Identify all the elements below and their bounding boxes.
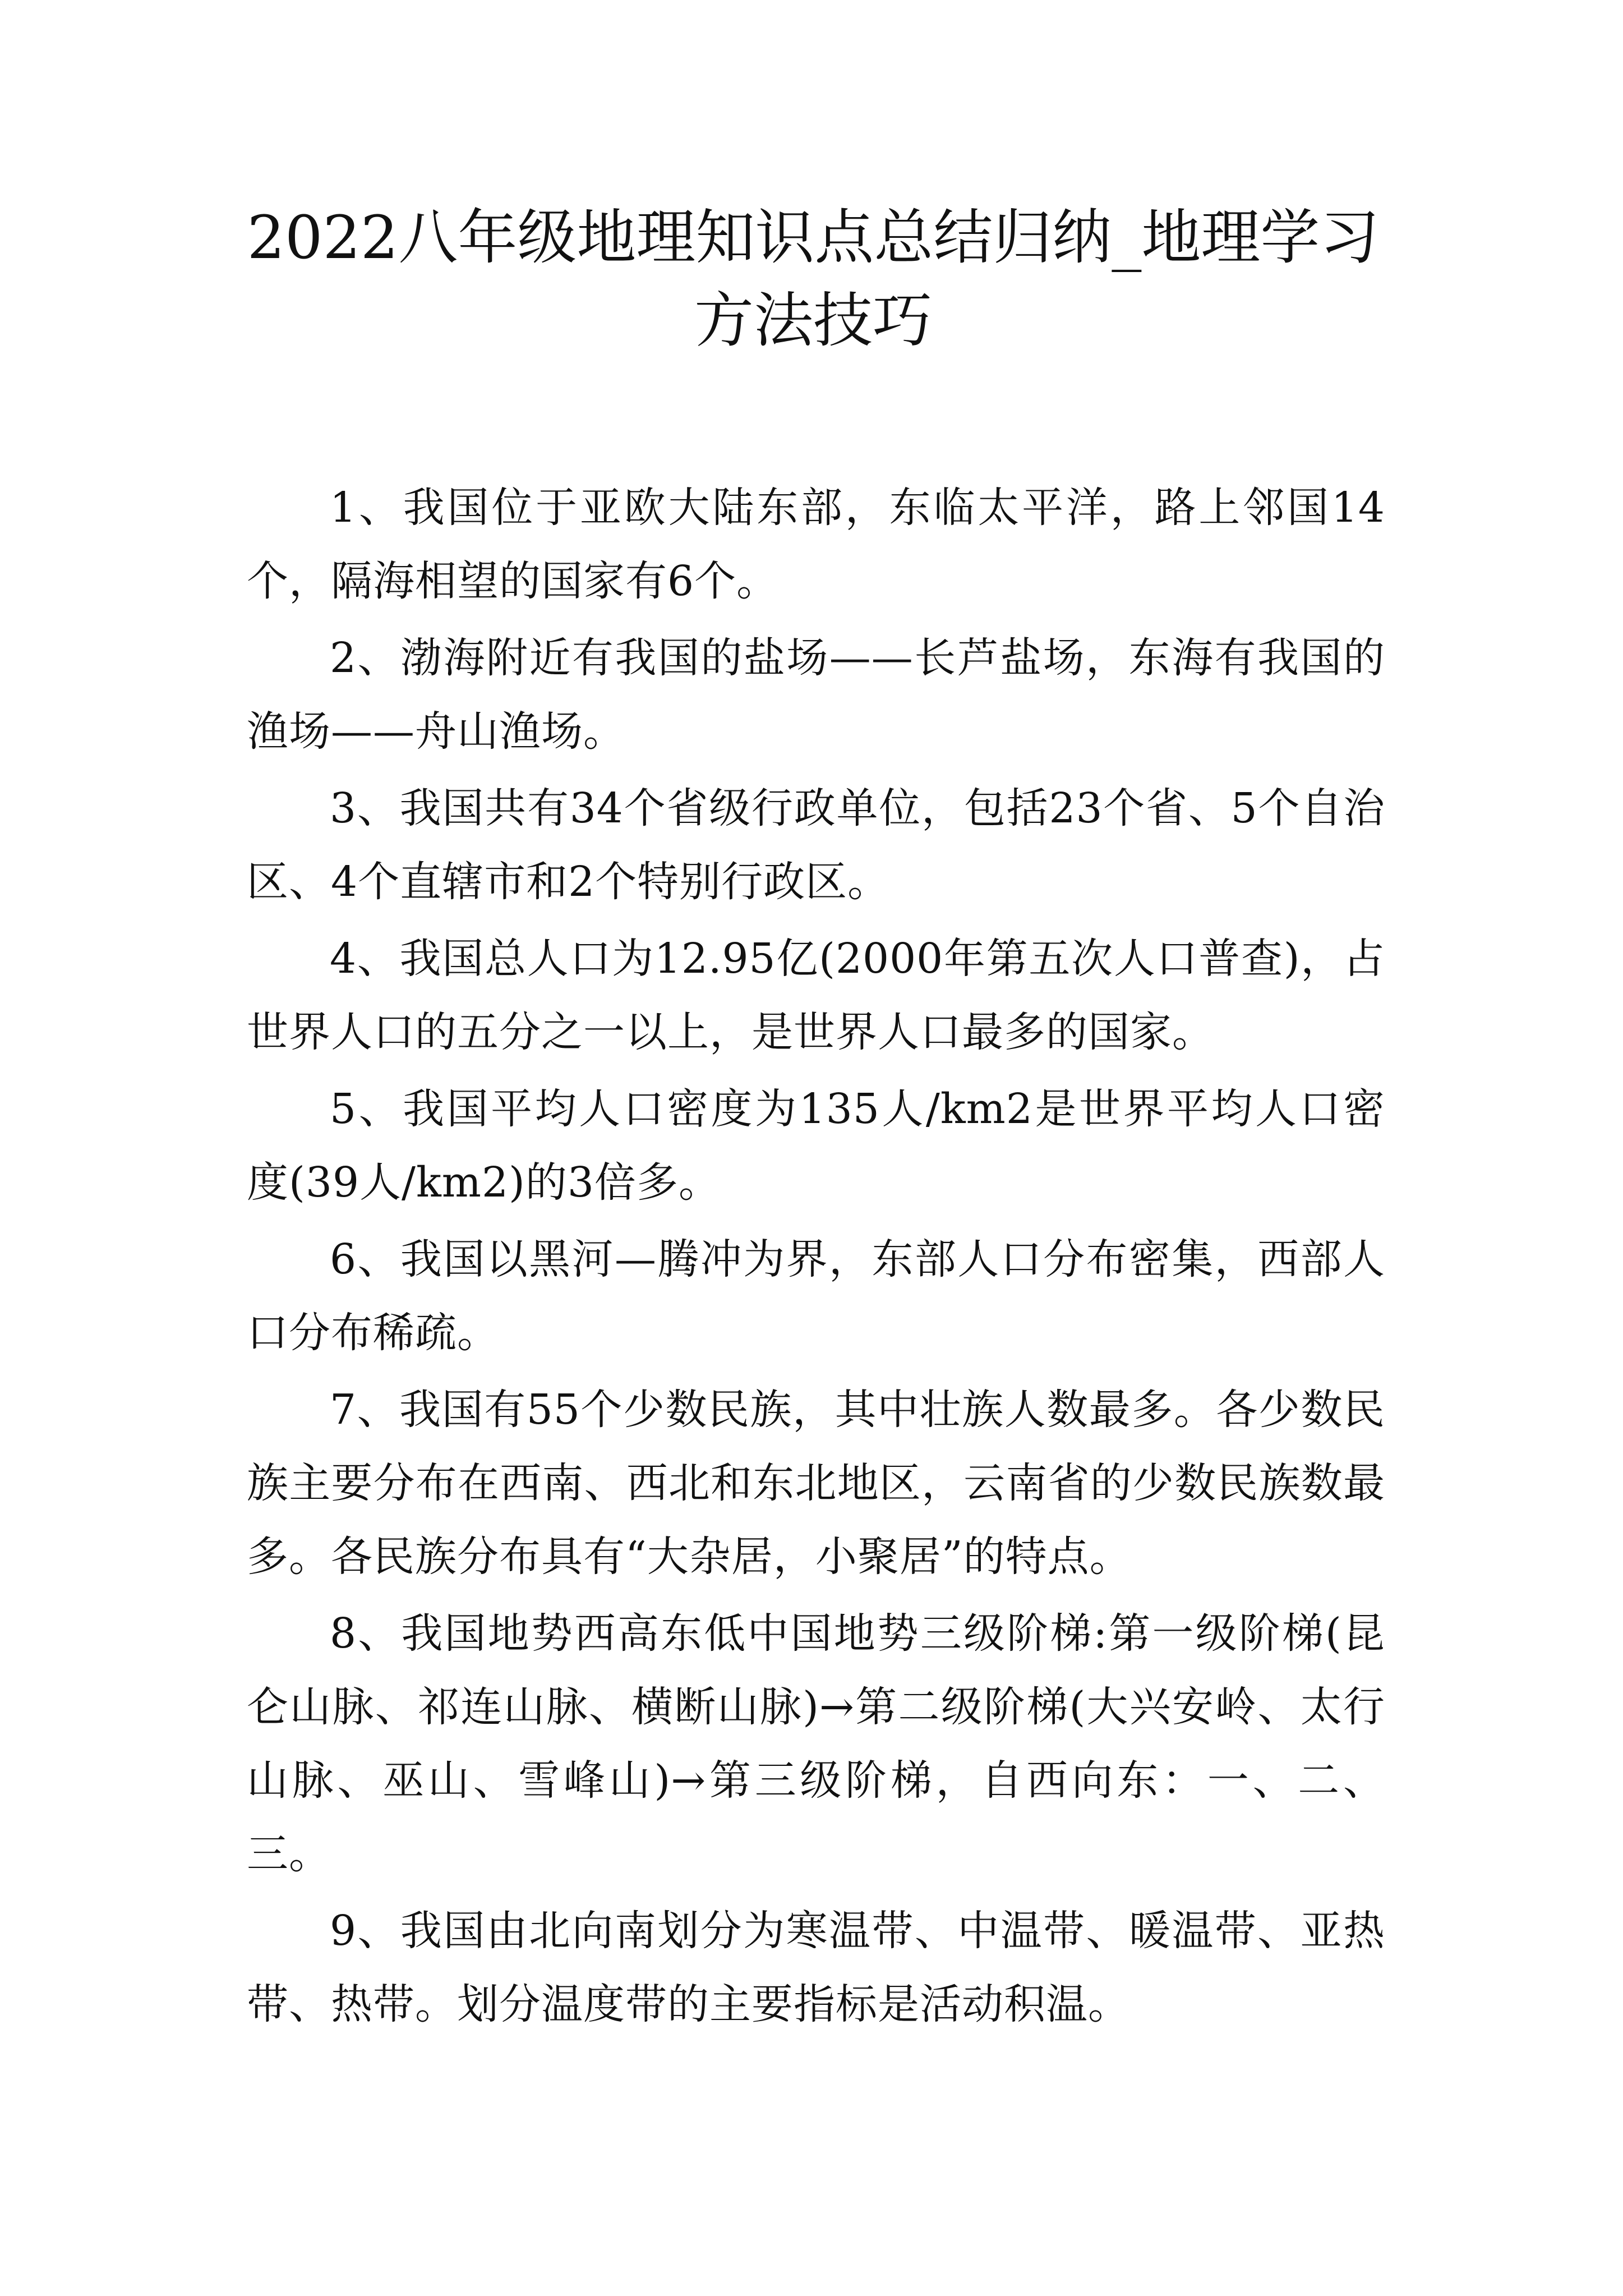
document-title: 2022八年级地理知识点总结归纳_地理学习方法技巧 [247,203,1380,355]
paragraph-4: 4、我国总人口为12.95亿(2000年第五次人口普查)，占世界人口的五分之一以上，是世界人口最多的国家。 [247,935,1385,1056]
paragraph-9: 9、我国由北向南划分为寒温带、中温带、暖温带、亚热带、热带。划分温度带的主要指标是活动积温。 [247,1907,1385,2028]
paragraph-1: 1、我国位于亚欧大陆东部，东临太平洋，路上邻国14个，隔海相望的国家有6个。 [247,484,1385,605]
paragraph-3: 3、我国共有34个省级行政单位，包括23个省、5个自治区、4个直辖市和2个特别行政区。 [247,784,1385,906]
paragraph-6: 6、我国以黑河—腾冲为界，东部人口分布密集，西部人口分布稀疏。 [247,1235,1385,1357]
paragraph-7: 7、我国有55个少数民族，其中壮族人数最多。各少数民族主要分布在西南、西北和东北地区，云南省的少数民族数最多。各民族分布具有“大杂居，小聚居”的特点。 [247,1386,1385,1581]
paragraph-8: 8、我国地势西高东低中国地势三级阶梯:第一级阶梯(昆仑山脉、祁连山脉、横断山脉)→第二级阶梯(大兴安岭、太行山脉、巫山、雪峰山)→第三级阶梯，自西向东：一、二、三。 [247,1609,1385,1878]
paragraph-2: 2、渤海附近有我国的盐场——长芦盐场，东海有我国的渔场——舟山渔场。 [247,634,1385,756]
paragraph-5: 5、我国平均人口密度为135人/km2是世界平均人口密度(39人/km2)的3倍多。 [247,1085,1385,1207]
document-body [247,471,1385,2045]
